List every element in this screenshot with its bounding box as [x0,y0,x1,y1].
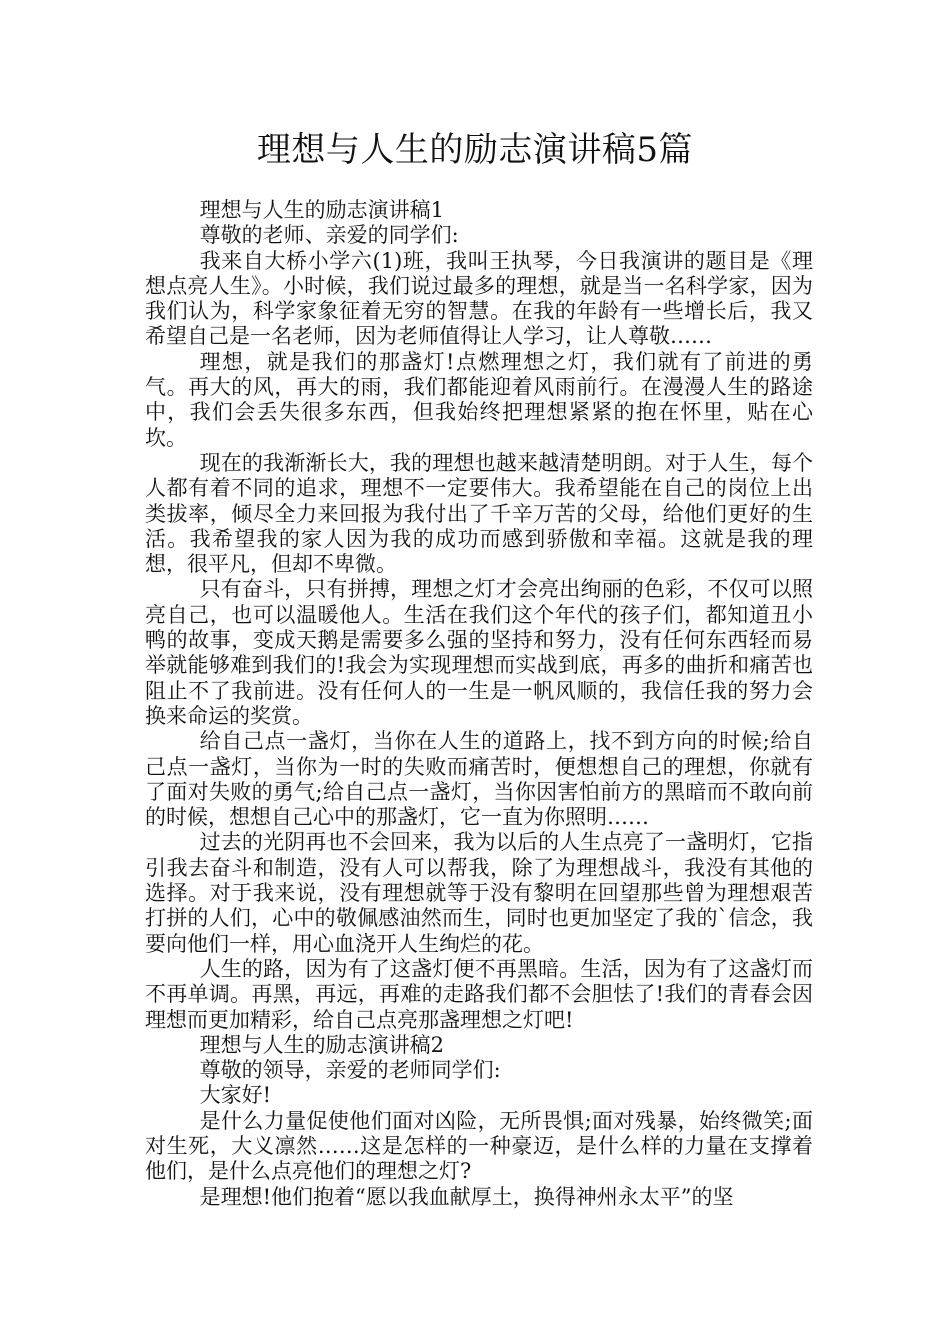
section-heading-1: 理想与人生的励志演讲稿1 [199,198,444,222]
paragraph: 理想，就是我们的那盏灯!点燃理想之灯，我们就有了前进的勇气。再大的风，再大的雨，我们都能迎着风雨前行。在漫漫人生的路途中，我们会丢失很多东西，但我始终把理想紧紧的抱在怀里，贴在心坎。 [145,349,813,450]
paragraph: 我来自大桥小学六(1)班，我叫王执琴，今日我演讲的题目是《理想点亮人生》。小时候，我们说过最多的理想，就是当一名科学家，因为我们认为，科学家象征着无穷的智慧。在我的年龄有一些增长后，我又希望自己是一名老师，因为老师值得让人学习，让人尊敬…… [145,248,813,349]
paragraph: 只有奋斗，只有拼搏，理想之灯才会亮出绚丽的色彩，不仅可以照亮自己，也可以温暖他人。生活在我们这个年代的孩子们，都知道丑小鸭的故事，变成天鹅是需要多么强的坚持和努力，没有任何东西轻而易举就能够难到我们的!我会为实现理想而实战到底，再多的曲折和痛苦也阻止不了我前进。没有任何人的一生是一帆风顺的，我信任我的努力会换来命运的奖赏。 [145,577,813,728]
greeting: 大家好! [199,1083,272,1108]
document-body [145,198,813,1210]
section-heading-2: 理想与人生的励志演讲稿2 [199,1032,444,1057]
paragraph: 是理想!他们抱着“愿以我血献厚土，换得神州永太平”的坚 [199,1184,734,1209]
paragraph: 过去的光阴再也不会回来，我为以后的人生点亮了一盏明灯，它指引我去奋斗和制造，没有人可以帮我，除了为理想战斗，我没有其他的选择。对于我来说，没有理想就等于没有黎明在回望那些曾为理想艰苦打拼的人们，心中的敬佩感油然而生，同时也更加坚定了我的`信念，我要向他们一样，用心血浇开人生绚烂的花。 [145,830,813,956]
paragraph: 给自己点一盏灯，当你在人生的道路上，找不到方向的时候;给自己点一盏灯，当你为一时的失败而痛苦时，便想想自己的理想，你就有了面对失败的勇气;给自己点一盏灯，当你因害怕前方的黑暗而不敢向前的时候，想想自己心中的那盏灯，它一直为你照明…… [145,729,813,830]
paragraph: 现在的我渐渐长大，我的理想也越来越清楚明朗。对于人生，每个人都有着不同的追求，理想不一定要伟大。我希望能在自己的岗位上出类拔率，倾尽全力来回报为我付出了千辛万苦的父母，给他们更好的生活。我希望我的家人因为我的成功而感到骄傲和幸福。这就是我的理想，很平凡，但却不卑微。 [145,450,813,577]
salutation-1: 尊敬的老师、亲爱的同学们: [199,223,459,248]
paragraph: 人生的路，因为有了这盏灯便不再黑暗。生活，因为有了这盏灯而不再单调。再黑，再远，再难的走路我们都不会胆怯了!我们的青春会因理想而更加精彩，给自己点亮那盏理想之灯吧! [145,956,813,1032]
salutation-2: 尊敬的领导，亲爱的老师同学们: [199,1058,501,1083]
paragraph: 是什么力量促使他们面对凶险，无所畏惧;面对残暴，始终微笑;面对生死，大义凛然……这是怎样的一种豪迈，是什么样的力量在支撑着他们，是什么点亮他们的理想之灯? [145,1108,813,1184]
document-title: 理想与人生的励志演讲稿5篇 [256,130,694,170]
